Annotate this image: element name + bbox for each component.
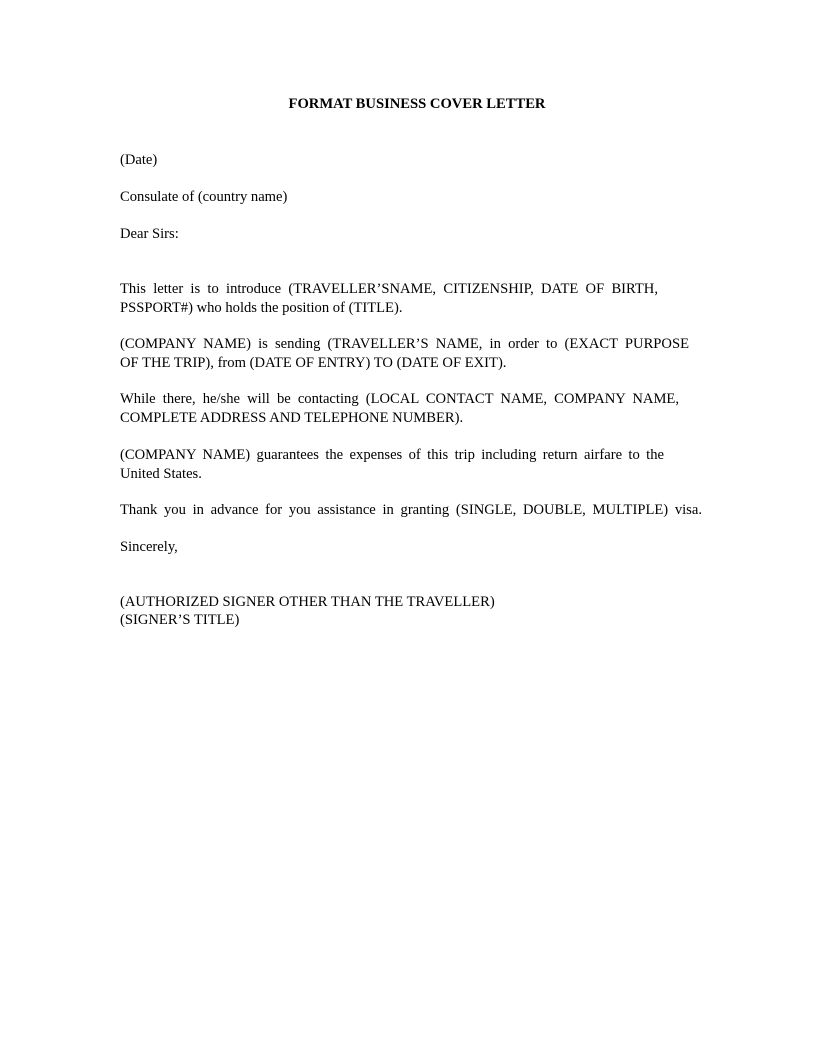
paragraph-line: (COMPANY NAME) is sending (TRAVELLER’S NAME, in order to (EXACT PURPOSE <box>120 336 689 352</box>
signer-name: (AUTHORIZED SIGNER OTHER THAN THE TRAVELLER) <box>120 594 495 610</box>
paragraph-guarantee <box>120 446 664 483</box>
date-line: (Date) <box>120 152 158 168</box>
paragraph-line: Thank you in advance for you assistance in granting (SINGLE, DOUBLE, MULTIPLE) visa. <box>120 502 702 518</box>
signer-title: (SIGNER’S TITLE) <box>120 612 240 628</box>
paragraph-line: This letter is to introduce (TRAVELLER’SNAME, CITIZENSHIP, DATE OF BIRTH, <box>120 281 658 297</box>
document-title: FORMAT BUSINESS COVER LETTER <box>288 96 546 112</box>
paragraph-purpose <box>120 335 689 372</box>
paragraph-contact <box>120 390 679 427</box>
paragraph-line: While there, he/she will be contacting (LOCAL CONTACT NAME, COMPANY NAME, <box>120 391 679 407</box>
paragraph-line: (COMPANY NAME) guarantees the expenses of this trip including return airfare to the <box>120 447 664 463</box>
paragraph-thanks <box>120 501 702 520</box>
paragraph-line: United States. <box>120 465 202 482</box>
paragraph-line: PSSPORT#) who holds the position of (TITLE). <box>120 299 403 316</box>
salutation: Dear Sirs: <box>120 226 179 242</box>
closing: Sincerely, <box>120 539 178 555</box>
paragraph-line: OF THE TRIP), from (DATE OF ENTRY) TO (DATE OF EXIT). <box>120 354 507 371</box>
recipient-line: Consulate of (country name) <box>120 189 288 205</box>
paragraph-introduction <box>120 280 658 317</box>
paragraph-line: COMPLETE ADDRESS AND TELEPHONE NUMBER). <box>120 409 464 426</box>
